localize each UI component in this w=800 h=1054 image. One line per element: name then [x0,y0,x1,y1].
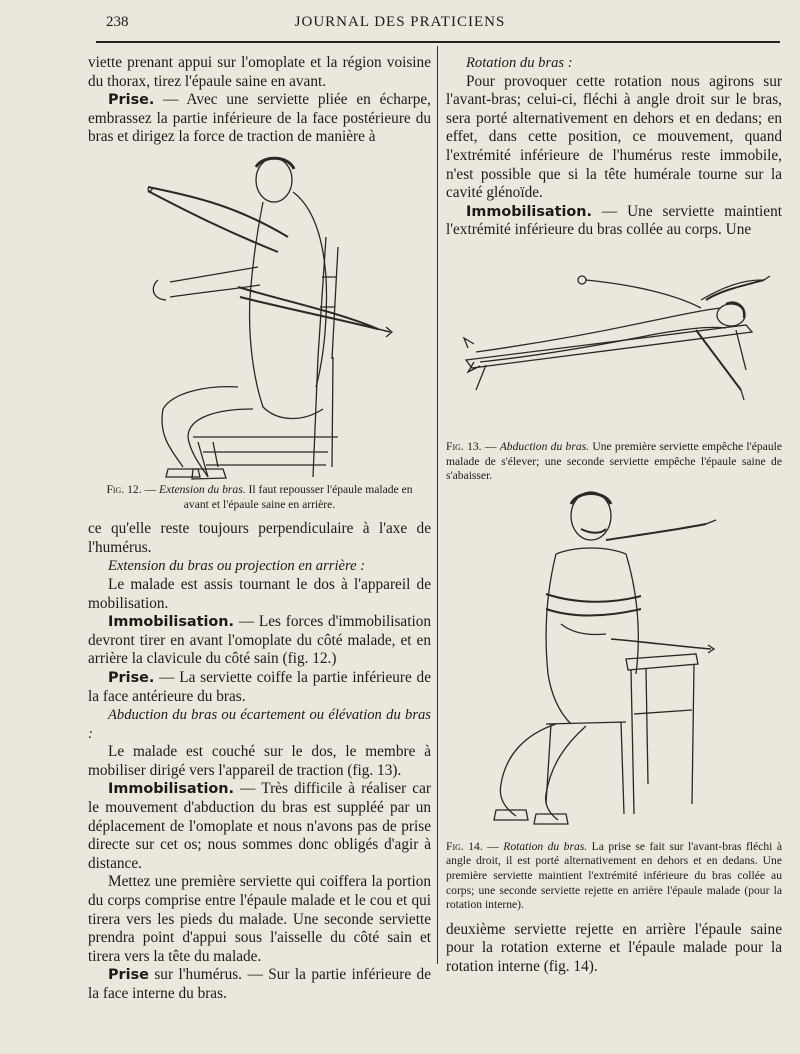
paragraph-text: — Avec une serviette pliée en écharpe, embrassez la partie inférieure de la face postérieure du bras et dirigez la force de traction de manière à [88,91,431,146]
paragraph-text: — La serviette coiffe la partie inférieure de la face antérieure du bras. [88,668,431,705]
paragraph: Le malade est assis tournant le dos à l'appareil de mobilisation. [88,575,431,612]
paragraph: Pour provoquer cette rotation nous agirons sur l'avant-bras; celui-ci, fléchi à angle droit sur le bras, sera porté alternativement en dehors et en dedans; en effet, dans cette position, ce mouvement, quand l'extrémité inférieure de l'humérus reste immobile, n'est possible que si la tête humérale tourne sur la cavité glénoïde. [446,72,782,202]
figure-14-illustration [446,484,782,840]
left-column [88,54,431,1004]
figure-13-caption: Fig. 13. — Abduction du bras. Une première serviette empêche l'épaule malade de s'élever; une seconde serviette empêche l'épaule saine de s'abaisser. [446,439,782,483]
figure-14-caption: Fig. 14. — Rotation du bras. La prise se fait sur l'avant-bras fléchi à angle droit, il est porté alternativement en dehors et en dedans. Une première serviette maintient l'extrémité inférieure du bras collée au corps; une seconde serviette rejette en arrière l'épaule malade (pour la rotation interne). [446,839,783,912]
right-column [446,54,782,976]
caption-title: Extension du bras. [159,482,246,496]
figure-12 [88,147,431,512]
subheading: Abduction du bras ou écartement ou élévation du bras : [88,707,431,742]
caption-title: Rotation du bras. [503,839,588,853]
paragraph-immobilisation [88,613,431,669]
figure-12-illustration [88,147,431,483]
caption-text: Une première serviette empêche l'épaule malade de s'élever; une seconde serviette empêche l'épaule saine de s'abaisser. [446,439,782,483]
paragraph-immobilisation [88,780,431,873]
paragraph: Mettez une première serviette qui coiffera la portion du corps comprise entre l'épaule malade et le cou et qui tirera vers les pieds du malade. Une seconde serviette prendra point d'appui sous l'aisselle du côté sain et tirera vers la tête du malade. [88,873,431,965]
caption-text: Il faut repousser l'épaule malade en avant et l'épaule saine en arrière. [183,482,413,511]
caption-text: La prise se fait sur l'avant-bras fléchi à angle droit, il est porté alternativement en dehors et en dedans. Une première serviette maintient l'extrémité inférieure du bras collée au corps; une seconde serviette rejette en arrière l'épaule malade (pour la rotation interne). [446,839,783,912]
header-rule [96,41,780,43]
figure-14 [446,484,782,913]
page-number: 238 [106,14,129,30]
column-divider [437,46,438,964]
caption-label: Fig. 12. [106,482,142,496]
keyword: Prise. [108,92,155,109]
figure-12-caption: Fig. 12. — Extension du bras. Il faut repousser l'épaule malade en avant et l'épaule saine en arrière. [106,482,413,511]
keyword: Immobilisation. [466,203,593,220]
paragraph-immobilisation [446,203,782,240]
paragraph: viette prenant appui sur l'omoplate et la région voisine du thorax, tirez l'épaule saine en avant. [88,54,431,90]
caption-title: Abduction du bras. [499,439,590,453]
keyword: Immobilisation. [108,781,235,798]
subheading: Rotation du bras : [466,55,573,71]
paragraph: ce qu'elle reste toujours perpendiculaire à l'axe de l'humérus. [88,520,431,556]
paragraph-prise [88,91,431,147]
paragraph-text: — Les forces d'immobilisation devront tirer en avant l'omoplate du côté malade, et en arrière la clavicule du côté sain (fig. 12.) [88,613,431,668]
paragraph-prise [88,966,431,1003]
paragraph-text: — Très difficile à réaliser car le mouvement d'abduction du bras est suppléé par un déplacement de l'omoplate et nous n'avons pas de prise directe sur cet os; nous sommes donc obligés d'agir à distance. [88,780,431,872]
running-head: JOURNAL DES PRATICIENS [294,14,506,30]
page-header [0,0,800,46]
subheading: Extension du bras ou projection en arrière : [108,558,366,575]
paragraph-text: — Une serviette maintient l'extrémité inférieure du bras collée au corps. Une [446,202,782,239]
keyword: Immobilisation. [108,614,235,631]
keyword: Prise. [108,669,155,686]
paragraph-prise [88,669,431,706]
paragraph: deuxième serviette rejette en arrière l'épaule saine pour la rotation externe et l'épaule malade pour la rotation interne (fig. 14). [446,920,782,975]
caption-label: Fig. 13. [446,439,482,453]
keyword: Prise [108,967,149,984]
figure-13-illustration [446,240,782,440]
paragraph: Le malade est couché sur le dos, le membre à mobiliser dirigé vers l'appareil de traction (fig. 13). [88,743,431,779]
paragraph-text: sur l'humérus. — Sur la partie inférieure de la face interne du bras. [88,966,431,1002]
caption-label: Fig. 14. [446,839,483,853]
figure-13 [446,240,782,484]
